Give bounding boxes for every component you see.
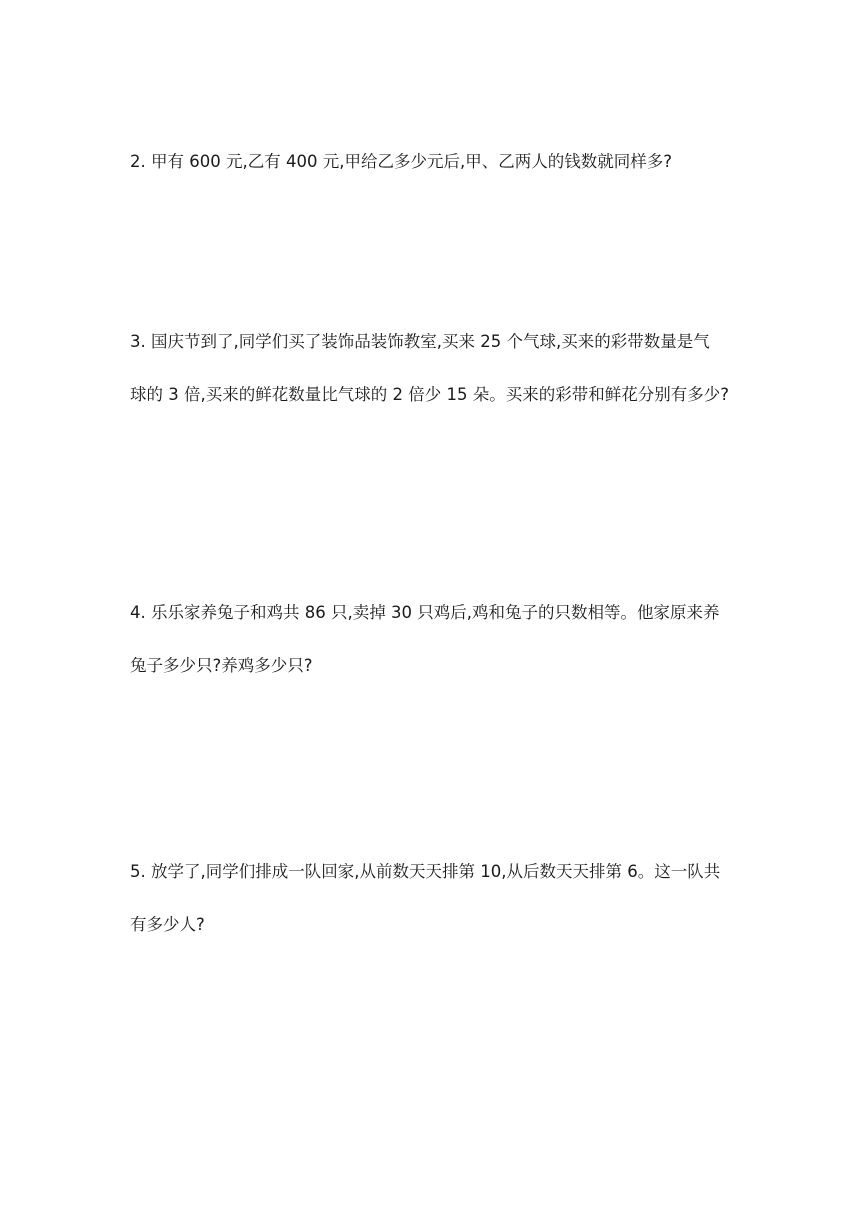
question-3 — [130, 328, 740, 408]
question-4-line-1: 4. 乐乐家养兔子和鸡共 86 只,卖掉 30 只鸡后,鸡和兔子的只数相等。他家原来养 — [130, 603, 720, 622]
question-3-line-1: 3. 国庆节到了,同学们买了装饰品装饰教室,买来 25 个气球,买来的彩带数量是气 — [130, 332, 710, 351]
question-3-line-2: 球的 3 倍,买来的鲜花数量比气球的 2 倍少 15 朵。买来的彩带和鲜花分别有多少? — [130, 385, 729, 404]
question-2-line-1: 2. 甲有 600 元,乙有 400 元,甲给乙多少元后,甲、乙两人的钱数就同样多? — [130, 152, 672, 171]
question-5 — [130, 858, 740, 938]
question-4 — [130, 599, 740, 679]
question-2 — [130, 148, 740, 175]
question-5-line-2: 有多少人? — [130, 915, 205, 934]
question-4-line-2: 兔子多少只?养鸡多少只? — [130, 656, 313, 675]
question-5-line-1: 5. 放学了,同学们排成一队回家,从前数天天排第 10,从后数天天排第 6。这一队共 — [130, 862, 721, 881]
